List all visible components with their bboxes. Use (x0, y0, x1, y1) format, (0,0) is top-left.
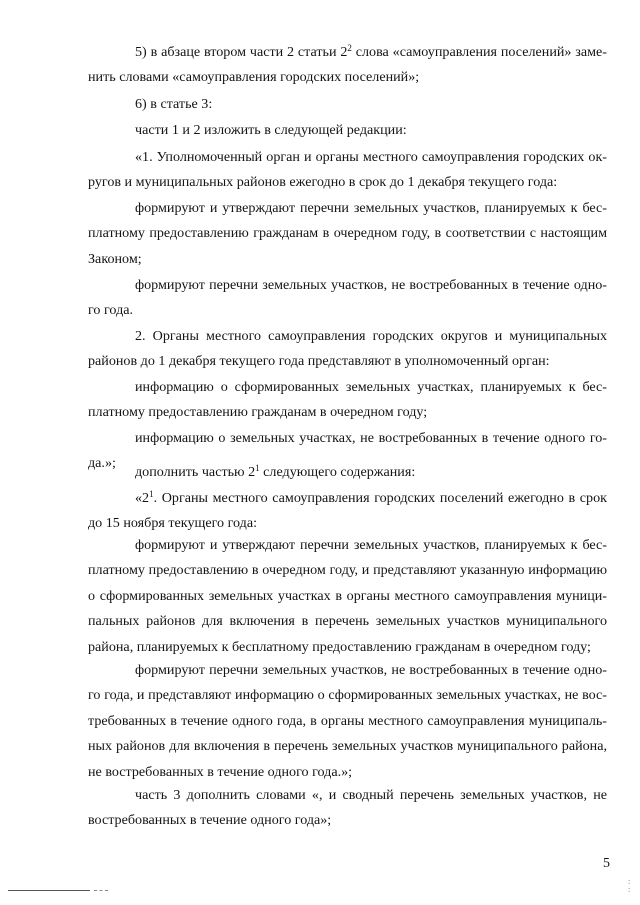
text-line: районов до 1 декабря текущего года представляют в уполномоченный орган: (88, 353, 550, 370)
paragraph-add-part-2-1 (88, 460, 607, 485)
text-line: о сформированных земельных участках в органы местного самоуправления муници- (88, 587, 607, 604)
page-number: 5 (603, 856, 610, 871)
text-line: не востребованных в течение одного года.»; (88, 763, 353, 780)
superscript: 2 (347, 43, 352, 53)
text-line: да.»; (88, 455, 116, 472)
text-line: формируют и утверждают перечни земельных участков, планируемых к бес- (135, 200, 607, 216)
text-segment: дополнить частью 2 (135, 464, 256, 480)
text-line: до 15 ноября текущего года: (88, 515, 258, 532)
text-line: «1. Уполномоченный орган и органы местного самоуправления городских ок- (135, 149, 607, 165)
text-line: платному предоставлению гражданам в очередном году, в соответствии с настоящим (88, 225, 607, 242)
text-line (88, 40, 607, 65)
paragraph-form-approve (88, 196, 607, 272)
text-line: го года, и представляют информацию о сформированных земельных участках, не вос- (88, 687, 607, 704)
text-line: ных районов для включения в перечень земельных участков муниципального района, (88, 738, 607, 755)
text-line: пальных районов для включения в перечень земельных участков муниципального (88, 613, 607, 630)
text-line (88, 486, 607, 511)
paragraph-amendment-6 (88, 92, 607, 117)
text-segment: следующего содержания: (263, 464, 416, 480)
text-line (88, 460, 607, 485)
superscript: 1 (255, 463, 260, 473)
text-segment: 5) в абзаце втором части 2 статьи 2 (135, 44, 348, 60)
text-line: ругов и муниципальных районов ежегодно в срок до 1 декабря текущего года: (88, 174, 558, 191)
text-line: часть 3 дополнить словами «, и сводный перечень земельных участков, не (135, 787, 607, 803)
paragraph-part-2 (88, 324, 607, 375)
text-line: платному предоставлению гражданам в очередном году; (88, 404, 428, 421)
paragraph-form-unclaimed (88, 273, 607, 324)
paragraph-form-unclaimed-settlements (88, 658, 607, 785)
paragraph-part-1 (88, 145, 607, 196)
margin-mark: : : (628, 877, 631, 894)
text-line: го года. (88, 302, 134, 319)
paragraph-form-approve-settlements (88, 533, 607, 660)
text-line: 6) в статье 3: (135, 96, 213, 112)
text-line: 2. Органы местного самоуправления городских округов и муниципальных (135, 328, 607, 344)
text-segment: . Органы местного самоуправления городских поселений ежегодно в срок (153, 490, 607, 506)
text-line: востребованных в течение одного года»; (88, 812, 332, 829)
paragraph-part-2-1 (88, 486, 607, 537)
paragraph-info-formed (88, 375, 607, 426)
text-line: Законом; (88, 250, 142, 267)
text-line: формируют перечни земельных участков, не востребованных в течение одно- (135, 277, 607, 293)
paragraph-parts-1-2 (88, 118, 607, 143)
text-line: нить словами «самоуправления городских поселений»; (88, 69, 420, 86)
text-line: района, планируемых к бесплатному предоставлению гражданам в очередном году; (88, 638, 591, 655)
text-line: требованных в течение одного года, в органы местного самоуправления муниципаль- (88, 712, 607, 729)
footer-rule (8, 890, 90, 891)
footer-rule-dashed (94, 890, 108, 891)
paragraph-part-3 (88, 783, 607, 834)
text-line: формируют и утверждают перечни земельных участков, планируемых к бес- (135, 537, 607, 553)
superscript: 1 (149, 489, 154, 499)
text-line: формируют перечни земельных участков, не востребованных в течение одно- (135, 662, 607, 678)
paragraph-amendment-5 (88, 40, 607, 91)
text-line: платному предоставлению в очередном году, и представляют указанную информацию (88, 562, 607, 579)
text-line: информацию о земельных участках, не востребованных в течение одного го- (135, 430, 607, 446)
text-segment: слова «самоуправления поселений» заме- (351, 44, 607, 60)
text-line: части 1 и 2 изложить в следующей редакции: (135, 122, 407, 138)
text-segment: «2 (135, 490, 150, 506)
text-line: информацию о сформированных земельных участках, планируемых к бес- (135, 379, 607, 395)
